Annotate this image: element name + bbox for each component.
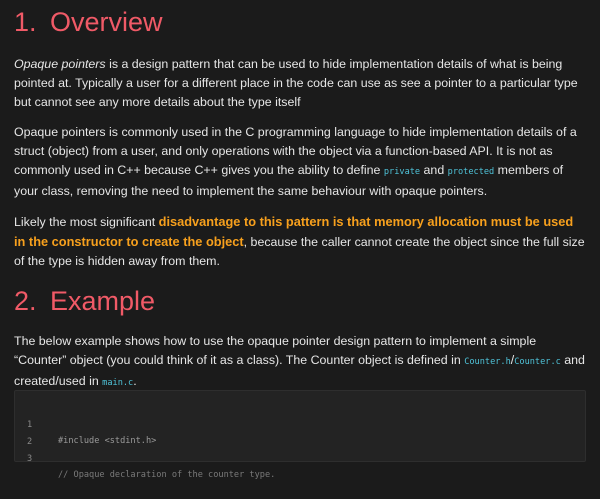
line-number: 1 — [27, 420, 33, 430]
paragraph-text: , because the caller cannot create the object since the full size of the type is hidden away from them. — [14, 235, 585, 268]
link-counter-c[interactable]: Counter.c — [514, 357, 561, 367]
paragraph-definition — [14, 55, 586, 112]
heading-title: Example — [50, 286, 156, 316]
paragraph-text: and — [420, 163, 448, 177]
link-main-c[interactable]: main.c — [102, 378, 134, 388]
inline-code-private: private — [383, 167, 421, 177]
paragraph-usage — [14, 123, 586, 201]
paragraph-example-intro — [14, 332, 586, 393]
emphasis-opaque-pointers: Opaque pointers — [14, 57, 106, 71]
heading-example — [14, 283, 586, 319]
paragraph-text: is a design pattern that can be used to hide implementation details of what is being pointed at. Typically a user for a different place in the code can use as see a pointer to a particular type but cannot see any more details about the type itself — [14, 57, 578, 109]
paragraph-disadvantage — [14, 212, 586, 271]
article — [14, 0, 586, 425]
code-line — [15, 418, 36, 447]
code-text: #include <stdint.h> — [58, 436, 157, 446]
highlighted-disadvantage: disadvantage to this pattern is that memory allocation must be used in the constructor to create the object — [14, 214, 574, 249]
code-comment: // Opaque declaration of the counter type. — [58, 470, 276, 480]
line-number: 2 — [27, 437, 33, 447]
paragraph-text: members of your class, removing the need to implement the same behaviour with opaque pointers. — [14, 163, 564, 198]
heading-title: Overview — [50, 7, 163, 37]
heading-number: 1. — [14, 7, 37, 37]
separator: / — [510, 353, 515, 367]
link-counter-h[interactable]: Counter.h — [464, 357, 511, 367]
paragraph-text: The below example shows how to use the opaque pointer design pattern to implement a simple “Counter” object (you could think of it as a class). The Counter object is defined in — [14, 334, 537, 367]
heading-overview — [14, 4, 586, 40]
paragraph-text: Opaque pointers is commonly used in the C programming language to hide implementation details of a struct (object) from a user, and only operations with the object via a function-based API. It is not as commonly used in C++ because C++ gives you the ability to define — [14, 125, 577, 177]
paragraph-text: . — [133, 374, 137, 388]
line-number: 3 — [27, 454, 33, 464]
paragraph-text: Likely the most significant — [14, 215, 159, 229]
paragraph-text: and created/used in — [14, 353, 585, 388]
heading-number: 2. — [14, 286, 37, 316]
code-block[interactable] — [14, 390, 586, 480]
code-line — [15, 401, 157, 446]
inline-code-protected: protected — [447, 167, 495, 177]
